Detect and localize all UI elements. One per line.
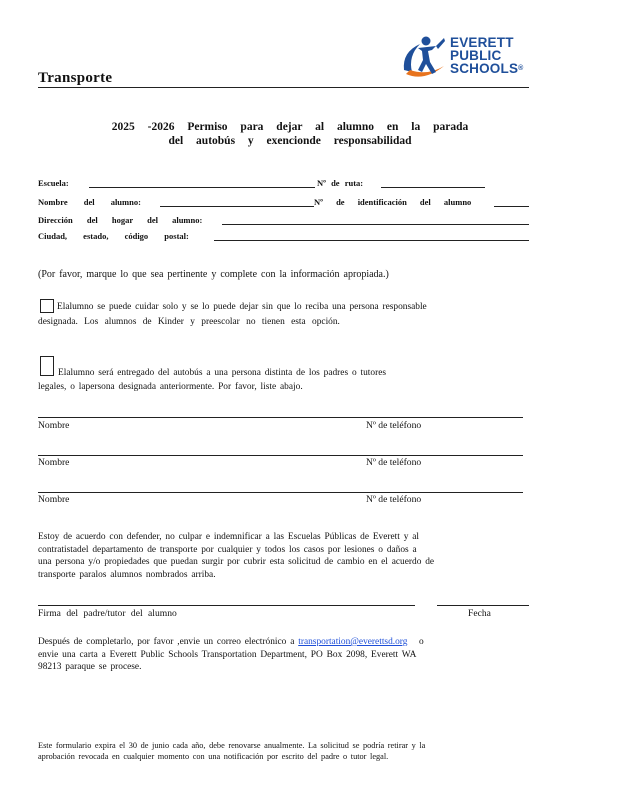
date-label: Fecha [468, 608, 491, 619]
logo-line1: EVERETT [450, 35, 514, 50]
contact-phone-label-2: Nº de teléfono [366, 457, 422, 468]
agreement-line2: contratistadel departamento de transporte por cualquier y todos los casos por lesiones o daños a [38, 544, 417, 555]
contact-row-2-line[interactable] [38, 455, 523, 456]
logo-line2: PUBLIC [450, 48, 502, 63]
option-self-care-line2: designada. Los alumnos de Kinder y preescolar no tienen esta opción. [38, 317, 340, 327]
footer-line1: Este formulario expira el 30 de junio cada año, debe renovarse anualmente. La solicitud se podría retirar y la [38, 741, 426, 750]
email-link[interactable]: transportation@everettsd.org [298, 637, 408, 647]
route-label: Nº de ruta: [317, 178, 364, 188]
logo-line3: SCHOOLS® [450, 61, 524, 76]
school-label: Escuela: [38, 178, 69, 188]
contact-row-1-line[interactable] [38, 417, 523, 418]
contact-row-3-line[interactable] [38, 492, 523, 493]
contact-phone-label-3: Nº de teléfono [366, 494, 422, 505]
signature-label: Firma del padre/tutor del alumno [38, 608, 177, 619]
contact-name-label-1: Nombre [38, 420, 70, 431]
everett-public-schools-logo [398, 32, 532, 84]
submission-line1: Después de completarlo, por favor ,envie un correo electrónico a transportation@everettsd.org o [38, 637, 424, 647]
agreement-line1: Estoy de acuerdo con defender, no culpar e indemnificar a las Escuelas Públicas de Everett y al [38, 532, 420, 542]
form-heading-line2: del autobús y exencionde responsabilidad [168, 135, 412, 147]
student-id-field[interactable] [494, 206, 529, 207]
contact-name-label-3: Nombre [38, 494, 70, 505]
route-field[interactable] [381, 187, 485, 188]
logo-figure-icon [398, 32, 450, 84]
submission-paragraph [38, 636, 538, 674]
contact-name-label-2: Nombre [38, 457, 70, 468]
city-state-zip-label: Ciudad, estado, código postal: [38, 231, 189, 241]
agreement-line4: transporte paralos alumnos nombrados arriba. [38, 569, 216, 580]
agreement-line3: una persona y/o propiedades que puedan surgir por cubrir esta solicitud de cambio en el acuerdo de [38, 557, 435, 567]
signature-field[interactable] [38, 605, 415, 606]
option-self-care-line1: Elalumno se puede cuidar solo y se lo puede dejar sin que lo reciba una persona responsable [57, 302, 427, 312]
option-other-person-checkbox[interactable] [40, 356, 54, 376]
option-self-care-checkbox[interactable] [40, 299, 54, 313]
school-field[interactable] [89, 187, 315, 188]
instructions-text: (Por favor, marque lo que sea pertinente y complete con la información apropiada.) [38, 269, 389, 280]
address-label: Dirección del hogar del alumno: [38, 215, 203, 225]
footer-notice [38, 740, 548, 762]
city-state-zip-field[interactable] [214, 240, 529, 241]
form-heading-line1: 2025 -2026 Permiso para dejar al alumno en la parada [111, 121, 469, 133]
contact-phone-label-1: Nº de teléfono [366, 420, 422, 431]
page-title: Transporte [38, 70, 113, 86]
footer-line2: aprobación revocada en cualquier momento con una notificación por escrito del padre o tutor legal. [38, 752, 389, 761]
option-other-person-line2: legales, o lapersona designada anteriormente. Por favor, liste abajo. [38, 382, 303, 392]
student-id-label: Nº de identificación del alumno [314, 197, 472, 207]
submission-line2: envie una carta a Everett Public Schools Transportation Department, PO Box 2098, Everett WA [38, 649, 417, 660]
address-field[interactable] [222, 224, 529, 225]
date-field[interactable] [437, 605, 529, 606]
agreement-paragraph [38, 531, 533, 581]
submission-line3: 98213 paraque se procese. [38, 662, 142, 672]
student-name-label: Nombre del alumno: [38, 197, 141, 207]
option-other-person-line1: Elalumno será entregado del autobús a una persona distinta de los padres o tutores [58, 368, 387, 378]
student-name-field[interactable] [160, 206, 314, 207]
header-divider [38, 87, 529, 88]
